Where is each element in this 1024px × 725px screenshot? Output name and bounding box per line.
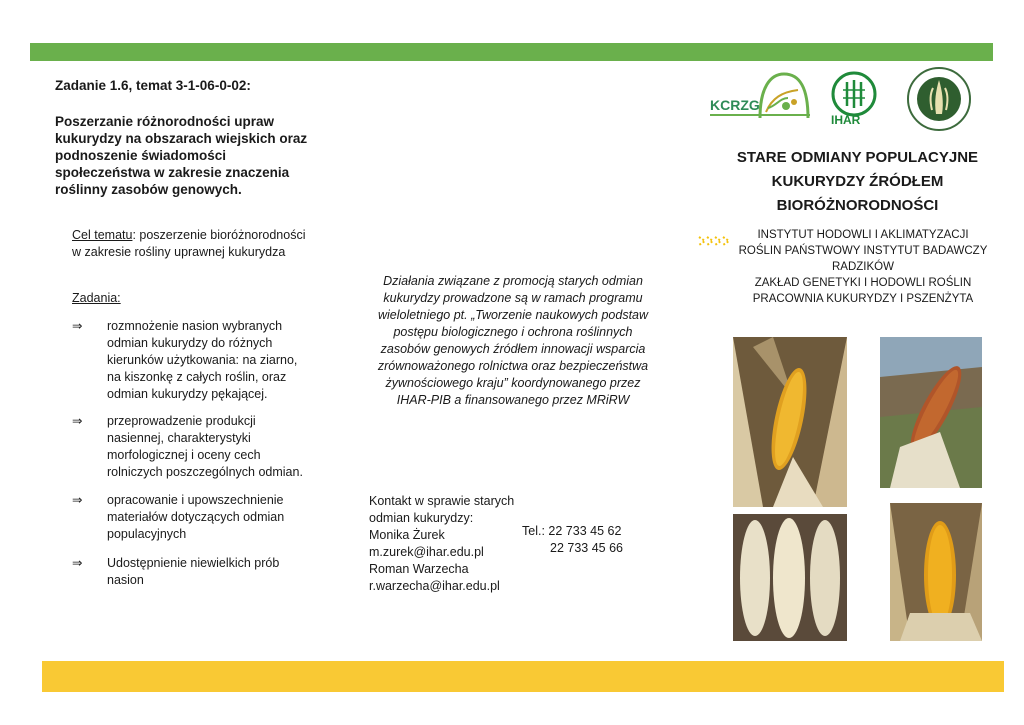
- ihar-logo: [825, 70, 883, 126]
- title-line-1: STARE ODMIANY POPULACYJNE: [736, 149, 979, 166]
- arrow-icon: ⇒: [72, 319, 83, 333]
- corn-photo-3: [733, 514, 847, 641]
- inst-line: RADZIKÓW: [832, 261, 894, 273]
- program-description: Działania związane z promocją starych odmian kukurydzy prowadzone są w ramach programu wieloletniego pt. „Tworzenie naukowych podstaw postępu biologicznego i ochrona roślinnych zasobów genowych źródłem innowacji wsparcia zrównoważonego rolnictwa oraz bezpieczeństwa żywnościowego kraju” koordynowanego przez IHAR-PIB a finansowanego przez MRiRW: [377, 274, 649, 407]
- decorative-arrows-icon: [697, 233, 729, 252]
- contact-person-1: Monika Żurek: [369, 528, 445, 542]
- task-item-2: [72, 413, 312, 483]
- top-green-bar: [30, 43, 993, 61]
- task-item-text: rozmnożenie nasion wybranych odmian kukurydzy do różnych kierunków użytkowania: na ziarno, na kiszonkę z całych roślin, oraz odmian kukurydzy pękającej.: [107, 319, 298, 401]
- tel-label: Tel.:: [522, 524, 545, 538]
- inst-line: INSTYTUT HODOWLI I AKLIMATYZACJI: [757, 229, 969, 241]
- phone-block: [522, 523, 632, 557]
- arrow-icon: ⇒: [72, 493, 83, 507]
- goal-text: : poszerzenie bioróżnorodności w zakresie rośliny uprawnej kukurydza: [72, 228, 306, 259]
- task-item-4: [72, 555, 312, 591]
- task-title: Poszerzanie różnorodności upraw kukurydzy na obszarach wiejskich oraz podnoszenie świadomości społeczeństwa w zakresie znaczenia roślinny zasobów genowych.: [55, 114, 308, 197]
- task-number: Zadanie 1.6, temat 3-1-06-0-02:: [55, 78, 251, 93]
- tel-1: 22 733 45 62: [548, 524, 622, 538]
- corn-photo-1: [733, 337, 847, 507]
- contact-intro: Kontakt w sprawie starych odmian kukurydzy:: [369, 494, 515, 525]
- inst-line: PRACOWNIA KUKURYDZY I PSZENŻYTA: [752, 293, 974, 305]
- contact-block: [369, 493, 529, 595]
- title-line-2: KUKURYDZY ŹRÓDŁEM: [771, 173, 944, 190]
- inst-line: ZAKŁAD GENETYKI I HODOWLI ROŚLIN: [754, 277, 972, 289]
- task-item-text: opracowanie i upowszechnienie materiałów dotyczących odmian populacyjnych: [107, 493, 285, 541]
- ihar-logo-text: IHAR: [831, 113, 861, 126]
- corn-photo-4: [890, 503, 982, 641]
- kcrzg-logo-text: KCRZG: [710, 97, 760, 113]
- contact-email-1[interactable]: m.zurek@ihar.edu.pl: [369, 545, 484, 559]
- inst-line: ROŚLIN PAŃSTWOWY INSTYTUT BADAWCZY: [738, 245, 988, 257]
- task-item-1: [72, 318, 312, 403]
- task-item-text: Udostępnienie niewielkich prób nasion: [107, 556, 280, 587]
- task-item-text: przeprowadzenie produkcji nasiennej, charakterystyki morfologicznej i oceny cech rolniczych poszczególnych odmian.: [107, 414, 303, 479]
- arrow-icon: ⇒: [72, 414, 83, 428]
- institute-info: [728, 227, 998, 307]
- goal-label: Cel tematu: [72, 228, 133, 242]
- bottom-yellow-bar: [42, 661, 1004, 692]
- tel-2: 22 733 45 66: [550, 541, 623, 555]
- arrow-icon: ⇒: [72, 556, 83, 570]
- contact-person-2: Roman Warzecha: [369, 562, 469, 576]
- title-line-3: BIORÓŻNORODNOŚCI: [776, 197, 939, 214]
- task-item-3: [72, 492, 312, 544]
- kcrzg-logo: [708, 68, 812, 124]
- corn-photo-2: [880, 337, 982, 488]
- ministry-seal-icon: [906, 66, 972, 132]
- brochure-title: [715, 146, 1000, 218]
- goal-paragraph: [72, 227, 317, 261]
- contact-email-2[interactable]: r.warzecha@ihar.edu.pl: [369, 579, 500, 593]
- tasks-heading: Zadania:: [72, 291, 121, 305]
